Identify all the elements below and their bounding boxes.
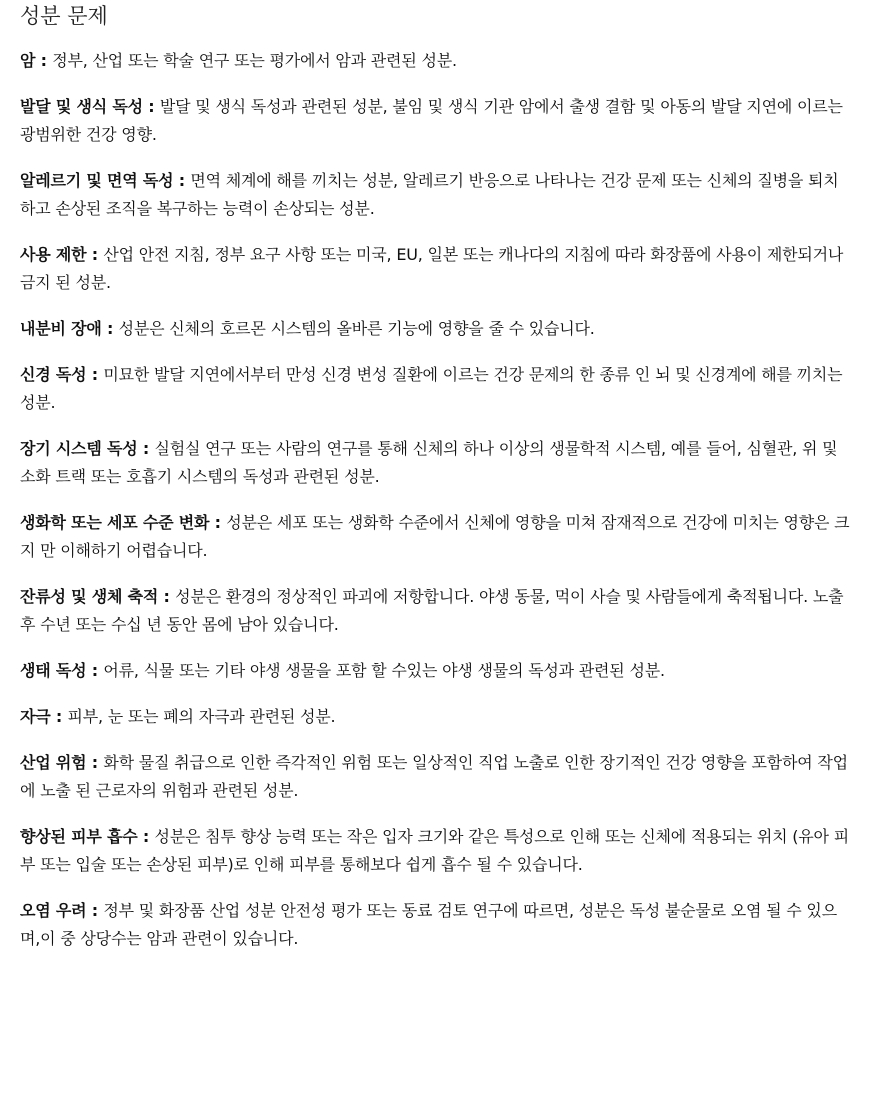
issue-item-contamination-concerns bbox=[20, 897, 850, 953]
issue-description: 화학 물질 취급으로 인한 즉각적인 위험 또는 일상적인 직업 노출로 인한 장기적인 건강 영향을 포함하여 작업에 노출 된 근로자의 위험과 관련된 성분. bbox=[20, 753, 848, 800]
issue-item-occupational-hazards bbox=[20, 749, 850, 805]
term-separator: : bbox=[173, 171, 191, 190]
issue-description: 정부, 산업 또는 학술 연구 또는 평가에서 암과 관련된 성분. bbox=[52, 51, 457, 70]
issue-description: 산업 안전 지침, 정부 요구 사항 또는 미국, EU, 일본 또는 캐나다의 지침에 따라 화장품에 사용이 제한되거나 금지 된 성분. bbox=[20, 245, 844, 292]
term-separator: : bbox=[86, 661, 104, 680]
issue-description: 성분은 신체의 호르몬 시스템의 올바른 기능에 영향을 줄 수 있습니다. bbox=[118, 319, 595, 338]
term-separator: : bbox=[86, 245, 104, 264]
issue-description: 미묘한 발달 지연에서부터 만성 신경 변성 질환에 이르는 건강 문제의 한 종류 인 뇌 및 신경계에 해를 끼치는 성분. bbox=[20, 365, 843, 412]
issue-item-persistence-bioaccumulation bbox=[20, 583, 850, 639]
issue-description: 성분은 환경의 정상적인 파괴에 저항합니다. 야생 동물, 먹이 사슬 및 사람들에게 축적됩니다. 노출 후 수년 또는 수십 년 동안 몸에 남아 있습니다. bbox=[20, 587, 844, 634]
issue-item-use-restrictions bbox=[20, 241, 850, 297]
issue-term: 잔류성 및 생체 축적 bbox=[20, 587, 159, 606]
issue-item-irritation bbox=[20, 703, 850, 731]
term-separator: : bbox=[209, 513, 227, 532]
issue-item-endocrine-disruption bbox=[20, 315, 850, 343]
term-separator: : bbox=[158, 587, 176, 606]
issue-term: 향상된 피부 흡수 bbox=[20, 827, 138, 846]
term-separator: : bbox=[137, 827, 155, 846]
issue-term: 신경 독성 bbox=[20, 365, 87, 384]
issue-description: 정부 및 화장품 산업 성분 안전성 평가 또는 동료 검토 연구에 따르면, 성분은 독성 불순물로 오염 될 수 있으며,이 중 상당수는 암과 관련이 있습니다. bbox=[20, 901, 837, 948]
issue-term: 오염 우려 bbox=[20, 901, 87, 920]
term-separator: : bbox=[86, 365, 104, 384]
issue-item-biochemical-cellular-changes bbox=[20, 509, 850, 565]
term-separator: : bbox=[86, 753, 104, 772]
issue-item-developmental-reproductive-toxicity bbox=[20, 93, 850, 149]
issue-description: 성분은 침투 향상 능력 또는 작은 입자 크기와 같은 특성으로 인해 또는 신체에 적용되는 위치 (유아 피부 또는 입술 또는 손상된 피부)로 인해 피부를 통해보다 쉽게 흡수 될 수 있습니다. bbox=[20, 827, 849, 874]
issue-term: 암 bbox=[20, 51, 36, 70]
issue-term: 생태 독성 bbox=[20, 661, 87, 680]
issue-term: 산업 위험 bbox=[20, 753, 87, 772]
issue-item-ecotoxicology bbox=[20, 657, 850, 685]
term-separator: : bbox=[35, 51, 53, 70]
term-separator: : bbox=[142, 97, 160, 116]
issue-description: 실험실 연구 또는 사람의 연구를 통해 신체의 하나 이상의 생물학적 시스템, 예를 들어, 심혈관, 위 및 소화 트랙 또는 호흡기 시스템의 독성과 관련된 성분. bbox=[20, 439, 838, 486]
issue-item-organ-system-toxicity bbox=[20, 435, 850, 491]
issue-term: 내분비 장애 bbox=[20, 319, 102, 338]
term-separator: : bbox=[137, 439, 155, 458]
issue-description: 면역 체계에 해를 끼치는 성분, 알레르기 반응으로 나타나는 건강 문제 또는 신체의 질병을 퇴치하고 손상된 조직을 복구하는 능력이 손상되는 성분. bbox=[20, 171, 839, 218]
term-separator: : bbox=[50, 707, 68, 726]
issue-item-allergy-immunotoxicity bbox=[20, 167, 850, 223]
page-title: 성분 문제 bbox=[20, 4, 108, 28]
issue-item-neurotoxicity bbox=[20, 361, 850, 417]
term-separator: : bbox=[101, 319, 119, 338]
term-separator: : bbox=[86, 901, 104, 920]
issue-item-cancer bbox=[20, 47, 850, 75]
issue-description: 피부, 눈 또는 폐의 자극과 관련된 성분. bbox=[67, 707, 336, 726]
issue-term: 사용 제한 bbox=[20, 245, 87, 264]
issue-description: 발달 및 생식 독성과 관련된 성분, 불임 및 생식 기관 암에서 출생 결함 및 아동의 발달 지연에 이르는 광범위한 건강 영향. bbox=[20, 97, 843, 144]
issue-term: 생화학 또는 세포 수준 변화 bbox=[20, 513, 210, 532]
issue-term: 알레르기 및 면역 독성 bbox=[20, 171, 174, 190]
issue-term: 발달 및 생식 독성 bbox=[20, 97, 143, 116]
issue-description: 성분은 세포 또는 생화학 수준에서 신체에 영향을 미쳐 잠재적으로 건강에 미치는 영향은 크지 만 이해하기 어렵습니다. bbox=[20, 513, 850, 560]
issue-term: 자극 bbox=[20, 707, 51, 726]
issue-list bbox=[20, 47, 850, 953]
issue-description: 어류, 식물 또는 기타 야생 생물을 포함 할 수있는 야생 생물의 독성과 관련된 성분. bbox=[103, 661, 665, 680]
issue-item-enhanced-skin-absorption bbox=[20, 823, 850, 879]
issue-term: 장기 시스템 독성 bbox=[20, 439, 138, 458]
